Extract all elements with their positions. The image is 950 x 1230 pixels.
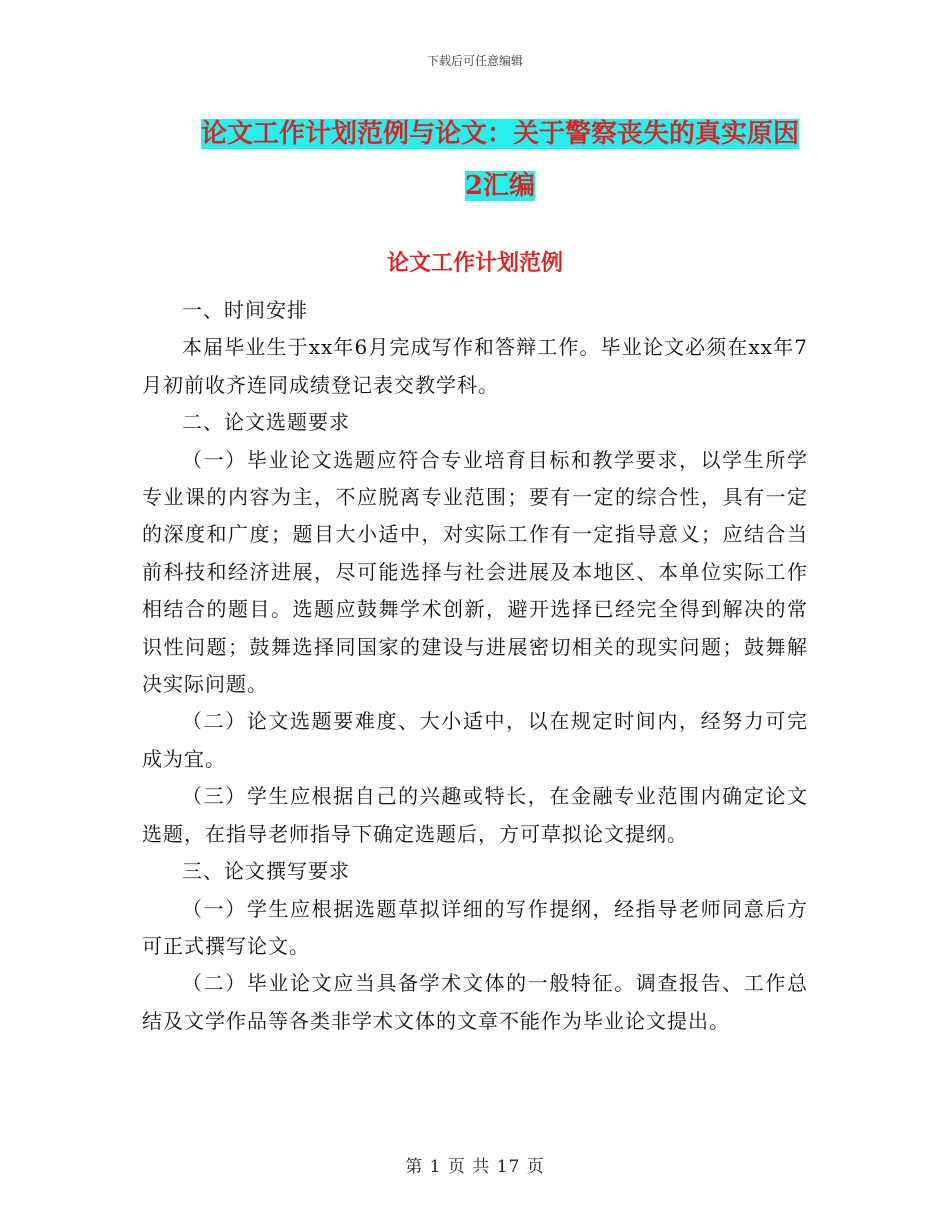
paragraph: （一）毕业论文选题应符合专业培育目标和教学要求，以学生所学专业课的内容为主，不应脱离专业范围；要有一定的综合性，具有一定的深度和广度；题目大小适中，对实际工作有一定指导意义；应结合当前科技和经济进展，尽可能选择与社会进展及本地区、本单位实际工作相结合的题目。选题应鼓舞学术创新，避开选择已经完全得到解决的常识性问题；鼓舞选择同国家的建设与进展密切相关的现实问题；鼓舞解决实际问题。	[142, 447, 808, 697]
title-line-2: 2汇编	[464, 171, 536, 201]
paragraph: （二）毕业论文应当具备学术文体的一般特征。调查报告、工作总结及文学作品等各类非学术文体的文章不能作为毕业论文提出。	[142, 971, 808, 1033]
header-note: 下载后可任意编辑	[426, 54, 523, 68]
section-label-topic: 二、论文选题要求	[182, 410, 350, 435]
paragraph: （二）论文选题要难度、大小适中，以在规定时间内，经努力可完成为宜。	[142, 709, 808, 771]
paragraph: 本届毕业生于xx年6月完成写作和答辩工作。毕业论文必须在xx年7月初前收齐连同成绩登记表交教学科。	[142, 335, 808, 397]
section-heading: 论文工作计划范例	[386, 250, 563, 276]
section-label-time: 一、时间安排	[182, 298, 308, 322]
title-line-1: 论文工作计划范例与论文：关于警察丧失的真实原因	[200, 119, 799, 149]
document-body	[142, 292, 808, 1040]
page-footer: 第 1 页 共 17 页	[405, 1157, 545, 1177]
paragraph: （三）学生应根据自己的兴趣或特长，在金融专业范围内确定论文选题，在指导老师指导下确定选题后，方可草拟论文提纲。	[142, 784, 808, 846]
document-title	[190, 108, 810, 212]
paragraph: （一）学生应根据选题草拟详细的写作提纲，经指导老师同意后方可正式撰写论文。	[142, 896, 808, 958]
section-label-writing: 三、论文撰写要求	[182, 859, 350, 884]
